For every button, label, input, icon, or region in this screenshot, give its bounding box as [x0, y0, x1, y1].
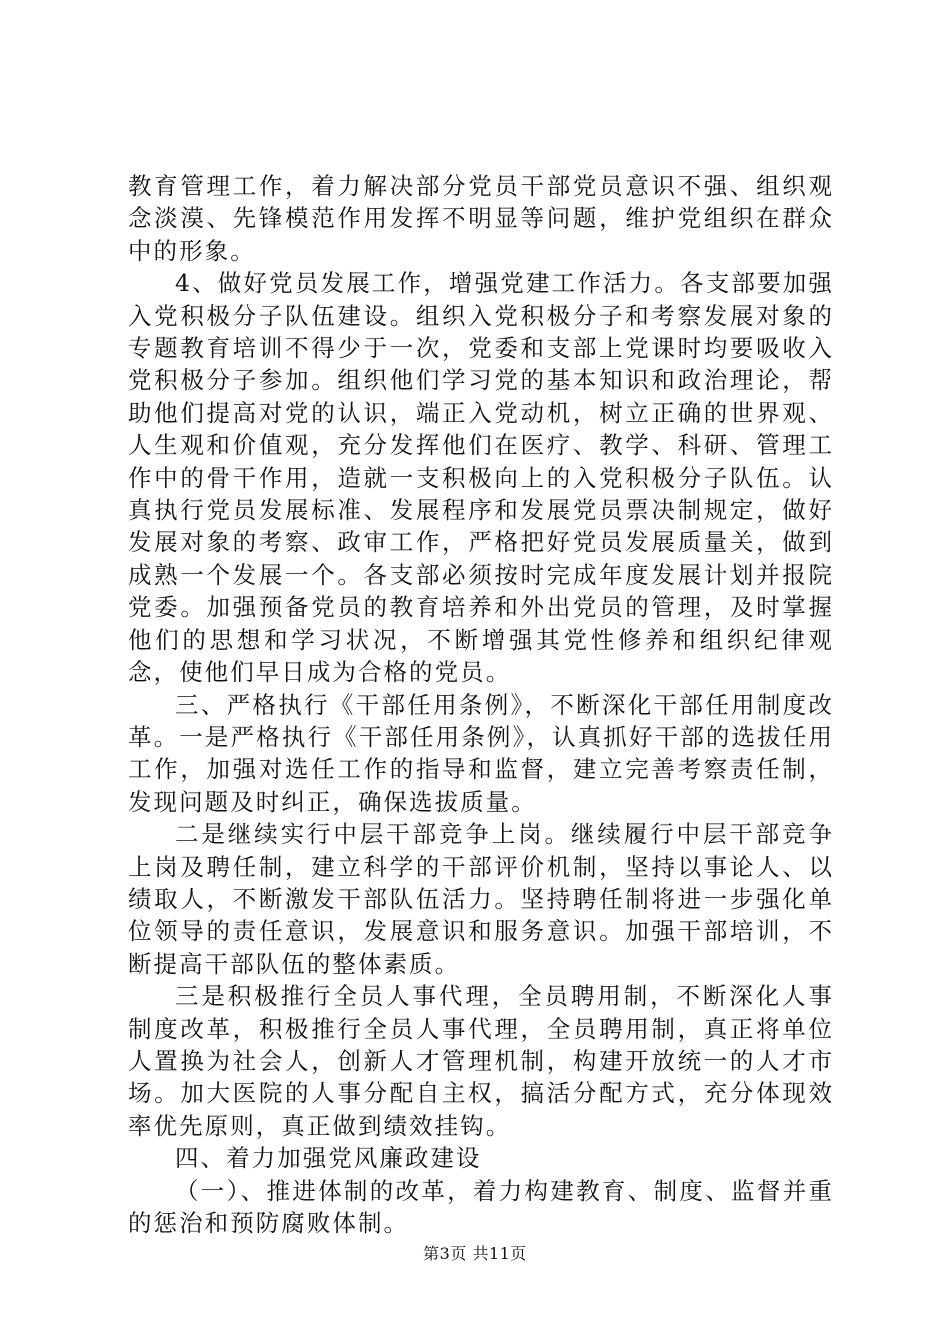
- section-heading: 四、着力加强党风廉政建设: [175, 1144, 482, 1173]
- page-footer: 第3页 共11页: [423, 1244, 527, 1263]
- paragraph-1: 教育管理工作，着力解决部分党员干部党员意识不强、组织观念淡漠、先锋模范作用发挥不明显等问题，维护党组织在群众中的形象。: [128, 172, 834, 265]
- paragraph-7: （一）、推进体制的改革，着力构建教育、制度、监督并重的惩治和预防腐败体制。: [128, 1176, 834, 1237]
- paragraph-2: 4、做好党员发展工作，增强党建工作活力。各支部要加强入党积极分子队伍建设。组织入党积极分子和考察发展对象的专题教育培训不得少于一次，党委和支部上党课时均要吸收入党积极分子参加。组织他们学习党的基本知识和政治理论，帮助他们提高对党的认识，端正入党动机，树立正确的世界观、人生观和价值观，充分发挥他们在医疗、教学、科研、管理工作中的骨干作用，造就一支积极向上的入党积极分子队伍。认真执行党员发展标准、发展程序和发展党员票决制规定，做好发展对象的考察、政审工作，严格把好党员发展质量关，做到成熟一个发展一个。各支部必须按时完成年度发展计划并报院党委。加强预备党员的教育培养和外出党员的管理，及时掌握他们的思想和学习状况，不断增强其党性修养和组织纪律观念，使他们早日成为合格的党员。: [128, 269, 834, 687]
- paragraph-3: 三、严格执行《干部任用条例》，不断深化干部任用制度改革。一是严格执行《干部任用条例》，认真抓好干部的选拔任用工作，加强对选任工作的指导和监督，建立完善考察责任制，发现问题及时纠正，确保选拔质量。: [128, 690, 834, 816]
- paragraph-5: 三是积极推行全员人事代理，全员聘用制，不断深化人事制度改革，积极推行全员人事代理，全员聘用制，真正将单位人置换为社会人，创新人才管理机制，构建开放统一的人才市场。加大医院的人事分配自主权，搞活分配方式，充分体现效率优先原则，真正做到绩效挂钩。: [128, 982, 834, 1140]
- document-body: [128, 170, 834, 1239]
- paragraph-4: 二是继续实行中层干部竞争上岗。继续履行中层干部竞争上岗及聘任制，建立科学的干部评价机制，坚持以事论人、以绩取人，不断激发干部队伍活力。坚持聘任制将进一步强化单位领导的责任意识，发展意识和服务意识。加强干部培训，不断提高干部队伍的整体素质。: [128, 820, 834, 978]
